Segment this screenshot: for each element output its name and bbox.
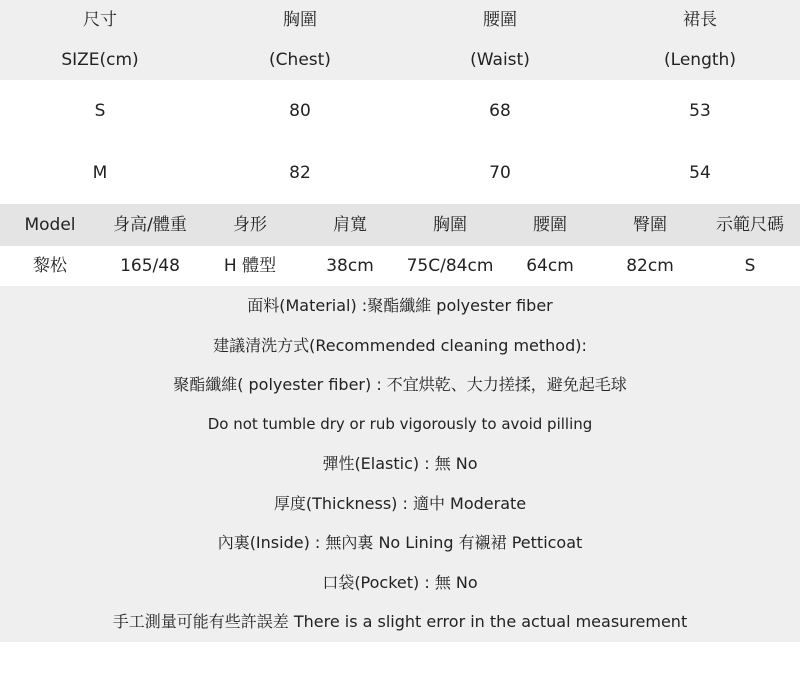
model-cell: 165/48 xyxy=(120,256,180,276)
waist-cell: 68 xyxy=(489,101,511,121)
inside-line: 內裏(Inside) : 無內裏 No Lining 有襯裙 Petticoat xyxy=(217,533,583,552)
size-table xyxy=(0,0,800,204)
model-table-header xyxy=(0,204,800,246)
model-header-cell: 肩寬 xyxy=(333,215,367,235)
header-waist-zh: 腰圍 xyxy=(483,10,517,30)
model-cell: 38cm xyxy=(326,256,374,276)
waist-cell: 70 xyxy=(489,163,511,183)
size-row-m xyxy=(0,142,800,204)
header-length-zh: 裙長 xyxy=(683,10,717,30)
elastic-line: 彈性(Elastic) : 無 No xyxy=(322,454,478,473)
model-cell: S xyxy=(744,256,756,276)
measurement-note: 手工測量可能有些許誤差 There is a slight error in the actual measurement xyxy=(112,612,688,631)
size-cell: M xyxy=(92,163,108,183)
size-table-header xyxy=(0,0,800,80)
model-cell: 64cm xyxy=(526,256,574,276)
pocket-line: 口袋(Pocket) : 無 No xyxy=(322,572,478,592)
model-header-cell: 身高/體重 xyxy=(113,215,187,235)
model-table-row xyxy=(0,246,800,286)
header-chest-en: (Chest) xyxy=(269,50,331,70)
chest-cell: 80 xyxy=(289,101,311,121)
length-cell: 54 xyxy=(689,163,711,183)
cleaning-instruction-zh: 聚酯纖維( polyester fiber) : 不宜烘乾、大力搓揉，避免起毛球 xyxy=(173,375,627,394)
cleaning-method-title: 建議清洗方式(Recommended cleaning method): xyxy=(213,335,587,355)
header-size-zh: 尺寸 xyxy=(83,10,117,30)
length-cell: 53 xyxy=(689,101,711,121)
model-header-cell: Model xyxy=(24,215,76,235)
size-row-s xyxy=(0,80,800,142)
model-header-cell: 示範尺碼 xyxy=(716,215,784,235)
thickness-line: 厚度(Thickness) : 適中 Moderate xyxy=(273,493,527,513)
model-header-cell: 胸圍 xyxy=(433,215,467,235)
material-line: 面料(Material) :聚酯纖維 polyester fiber xyxy=(247,296,553,315)
chest-cell: 82 xyxy=(289,163,311,183)
header-chest-zh: 胸圍 xyxy=(283,10,317,30)
model-cell: 75C/84cm xyxy=(406,256,494,276)
model-header-cell: 腰圍 xyxy=(533,215,567,235)
size-cell: S xyxy=(94,101,106,121)
header-waist-en: (Waist) xyxy=(470,50,530,70)
model-cell: 黎松 xyxy=(33,256,67,276)
model-header-cell: 身形 xyxy=(233,215,267,235)
cleaning-instruction-en: Do not tumble dry or rub vigorously to avoid pilling xyxy=(207,414,593,433)
model-header-cell: 臀圍 xyxy=(633,215,667,235)
product-info-section xyxy=(0,286,800,642)
model-cell: H 體型 xyxy=(223,256,277,276)
header-length-en: (Length) xyxy=(664,50,736,70)
header-size-en: SIZE(cm) xyxy=(61,50,139,70)
model-cell: 82cm xyxy=(626,256,674,276)
